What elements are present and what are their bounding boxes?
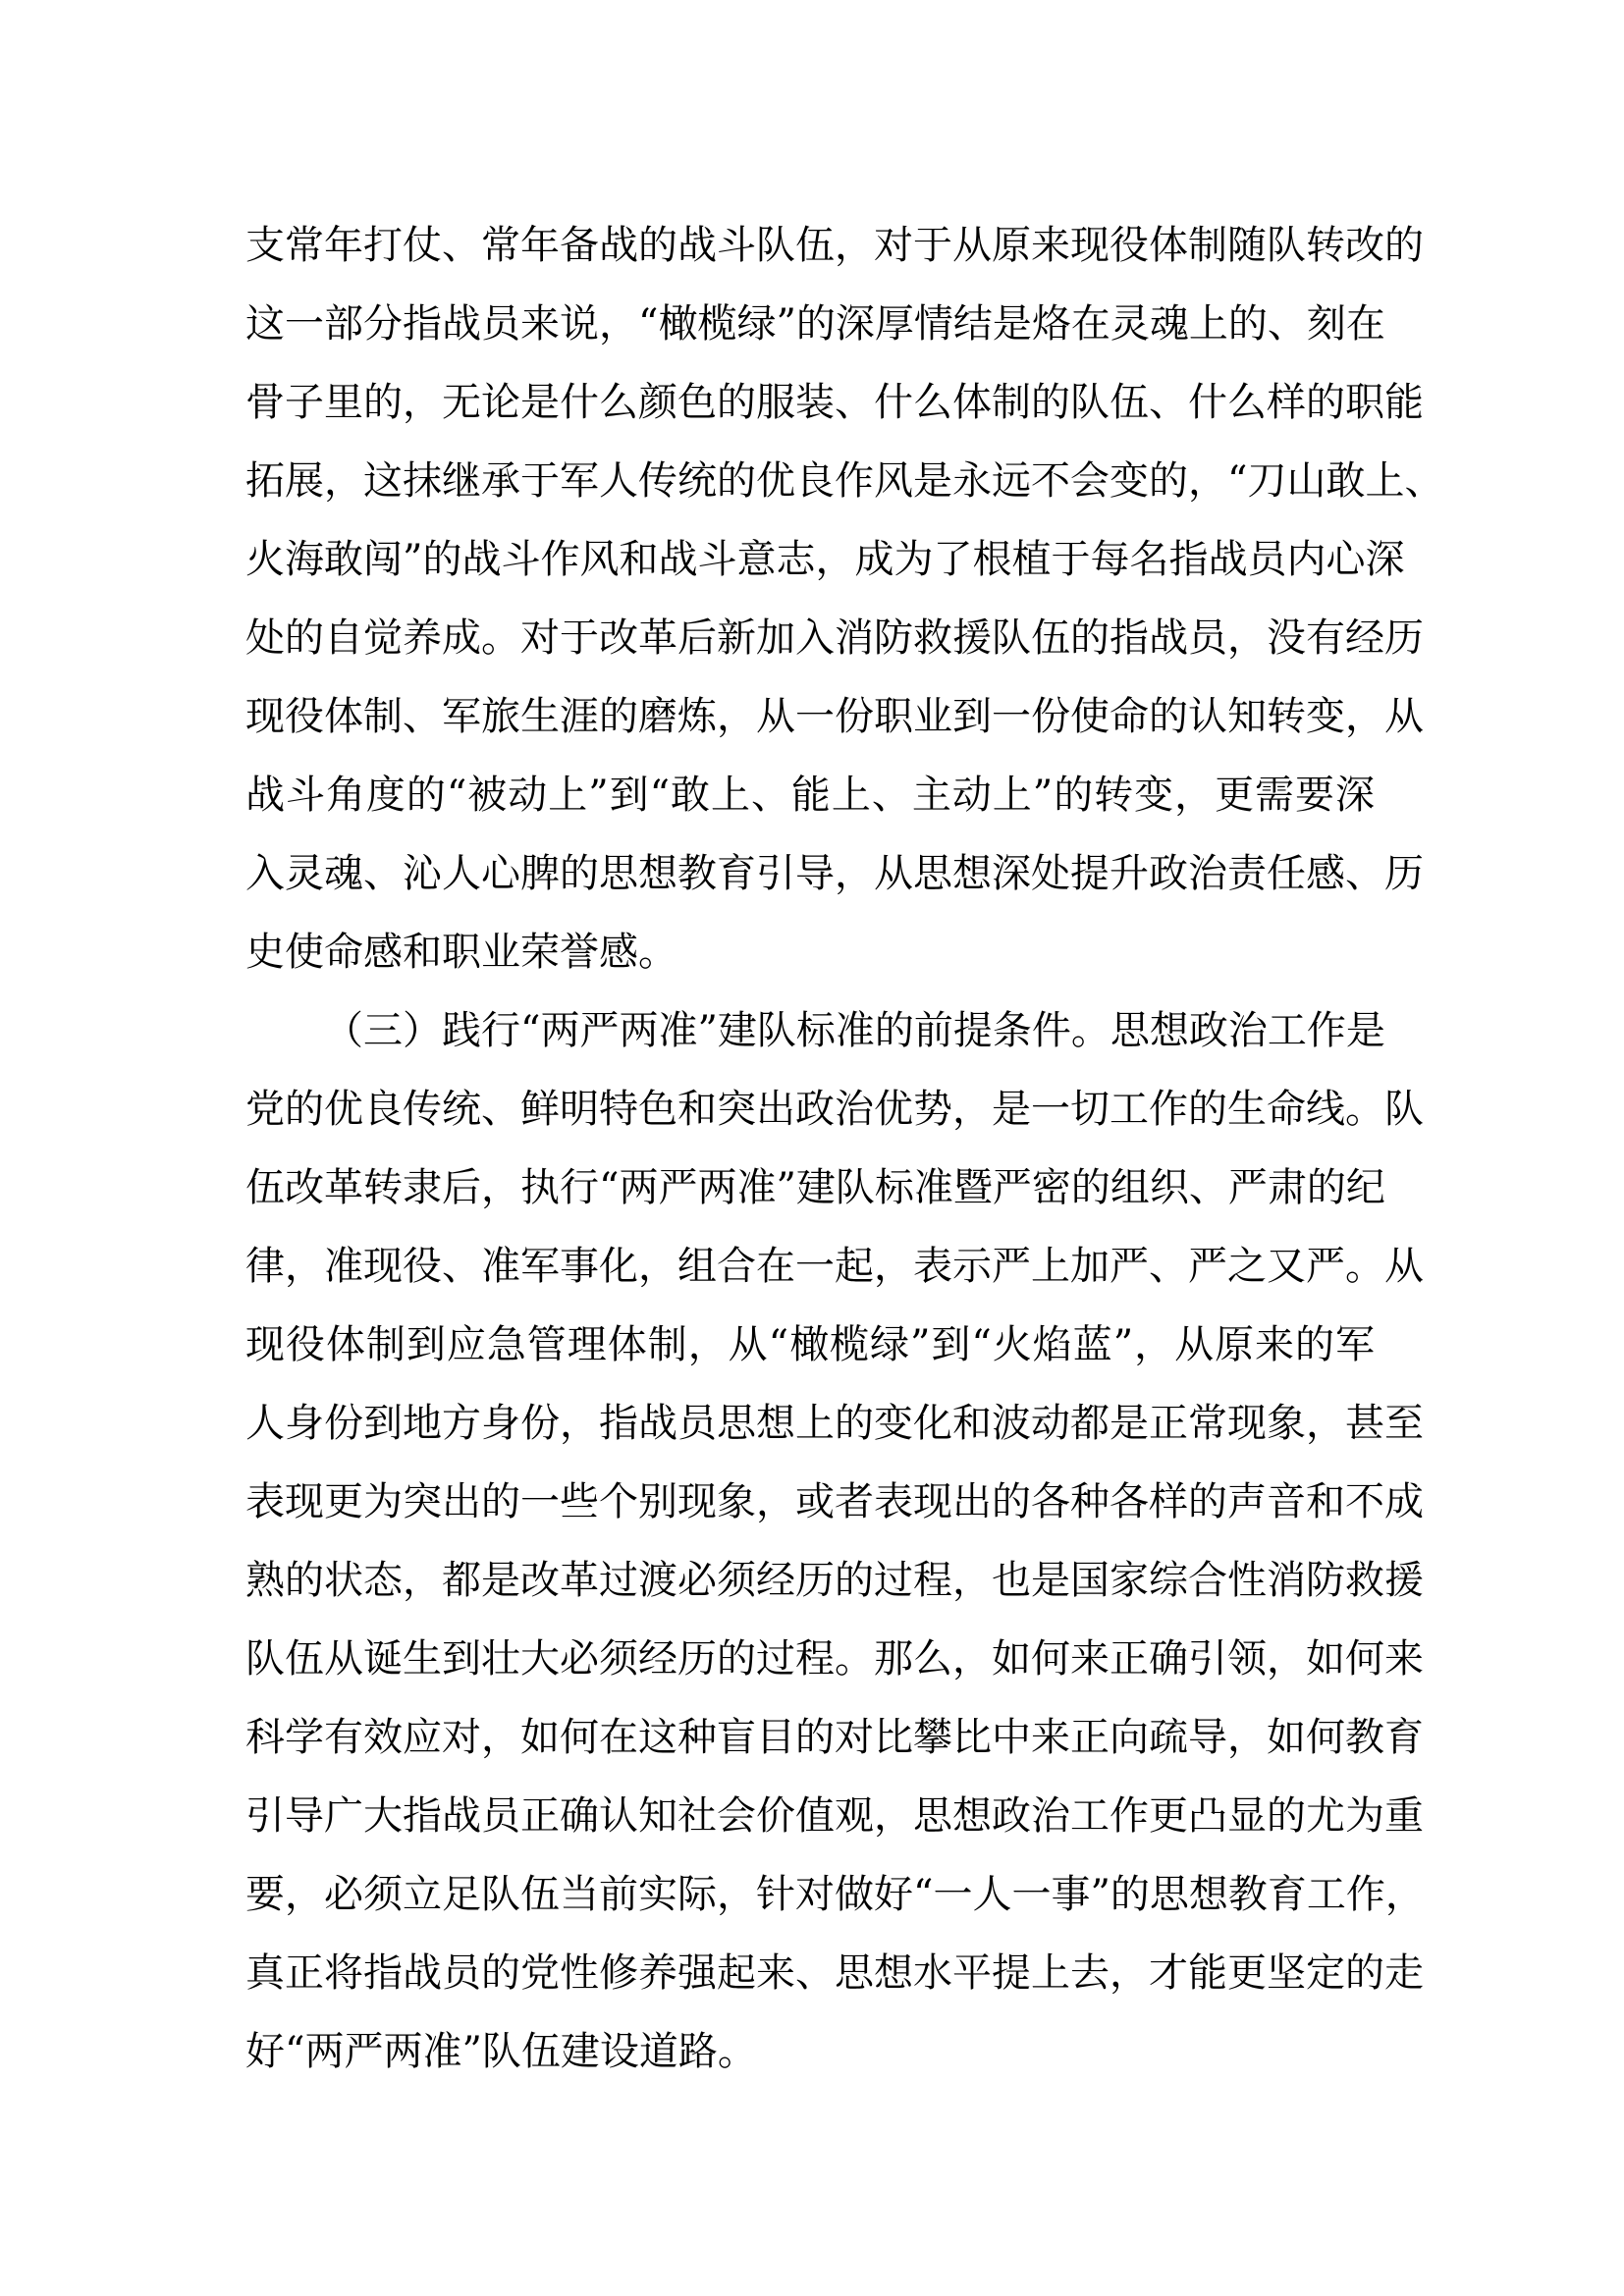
paragraph-1-line: 骨子里的，无论是什么颜色的服装、什么体制的队伍、什么样的职能 [245, 380, 1424, 425]
paragraph-1-line: 处的自觉养成。对于改革后新加入消防救援队伍的指战员，没有经历 [245, 615, 1424, 661]
paragraph-1-line: 史使命感和职业荣誉感。 [245, 930, 677, 975]
paragraph-1-line: 支常年打仗、常年备战的战斗队伍，对于从原来现役体制随队转改的 [245, 223, 1424, 268]
paragraph-2 [245, 991, 1425, 2091]
paragraph-2-line: 现役体制到应急管理体制，从“橄榄绿”到“火焰蓝”，从原来的军 [245, 1322, 1375, 1367]
paragraph-2-line: 律，准现役、准军事化，组合在一起，表示严上加严、严之又严。从 [245, 1244, 1424, 1289]
paragraph-1-line: 火海敢闯”的战斗作风和战斗意志，成为了根植于每名指战员内心深 [245, 537, 1405, 582]
paragraph-2-line: 真正将指战员的党性修养强起来、思想水平提上去，才能更坚定的走 [245, 1950, 1424, 1996]
paragraph-1 [245, 206, 1444, 991]
paragraph-2-line: 科学有效应对，如何在这种盲目的对比攀比中来正向疏导，如何教育 [245, 1715, 1424, 1760]
paragraph-2-line: 队伍从诞生到壮大必须经历的过程。那么，如何来正确引领，如何来 [245, 1636, 1424, 1682]
paragraph-2-line: 党的优良传统、鲜明特色和突出政治优势，是一切工作的生命线。队 [245, 1087, 1424, 1132]
paragraph-1-line: 拓展，这抹继承于军人传统的优良作风是永远不会变的，“刀山敢上、 [245, 458, 1444, 504]
paragraph-2-line: 引导广大指战员正确认知社会价值观，思想政治工作更凸显的尤为重 [245, 1793, 1424, 1839]
paragraph-2-line: 熟的状态，都是改革过渡必须经历的过程，也是国家综合性消防救援 [245, 1558, 1424, 1603]
paragraph-1-line: 入灵魂、沁人心脾的思想教育引导，从思想深处提升政治责任感、历 [245, 851, 1424, 896]
paragraph-2-line: 要，必须立足队伍当前实际，针对做好“一人一事”的思想教育工作， [245, 1872, 1425, 1917]
section-heading-line: （三）践行“两严两准”建队标准的前提条件。思想政治工作是 [324, 1008, 1385, 1053]
paragraph-2-line: 好“两严两准”队伍建设道路。 [245, 2029, 757, 2074]
paragraph-1-line: 现役体制、军旅生涯的磨炼，从一份职业到一份使命的认知转变，从 [245, 694, 1424, 739]
paragraph-2-line: 人身份到地方身份，指战员思想上的变化和波动都是正常现象，甚至 [245, 1401, 1424, 1446]
paragraph-2-line: 表现更为突出的一些个别现象，或者表现出的各种各样的声音和不成 [245, 1479, 1424, 1524]
paragraph-1-line: 战斗角度的“被动上”到“敢上、能上、主动上”的转变，更需要深 [245, 773, 1375, 818]
paragraph-2-line: 伍改革转隶后，执行“两严两准”建队标准暨严密的组织、严肃的纪 [245, 1165, 1385, 1210]
paragraph-1-line: 这一部分指战员来说，“橄榄绿”的深厚情结是烙在灵魂上的、刻在 [245, 301, 1385, 347]
document-body [245, 206, 1444, 2091]
